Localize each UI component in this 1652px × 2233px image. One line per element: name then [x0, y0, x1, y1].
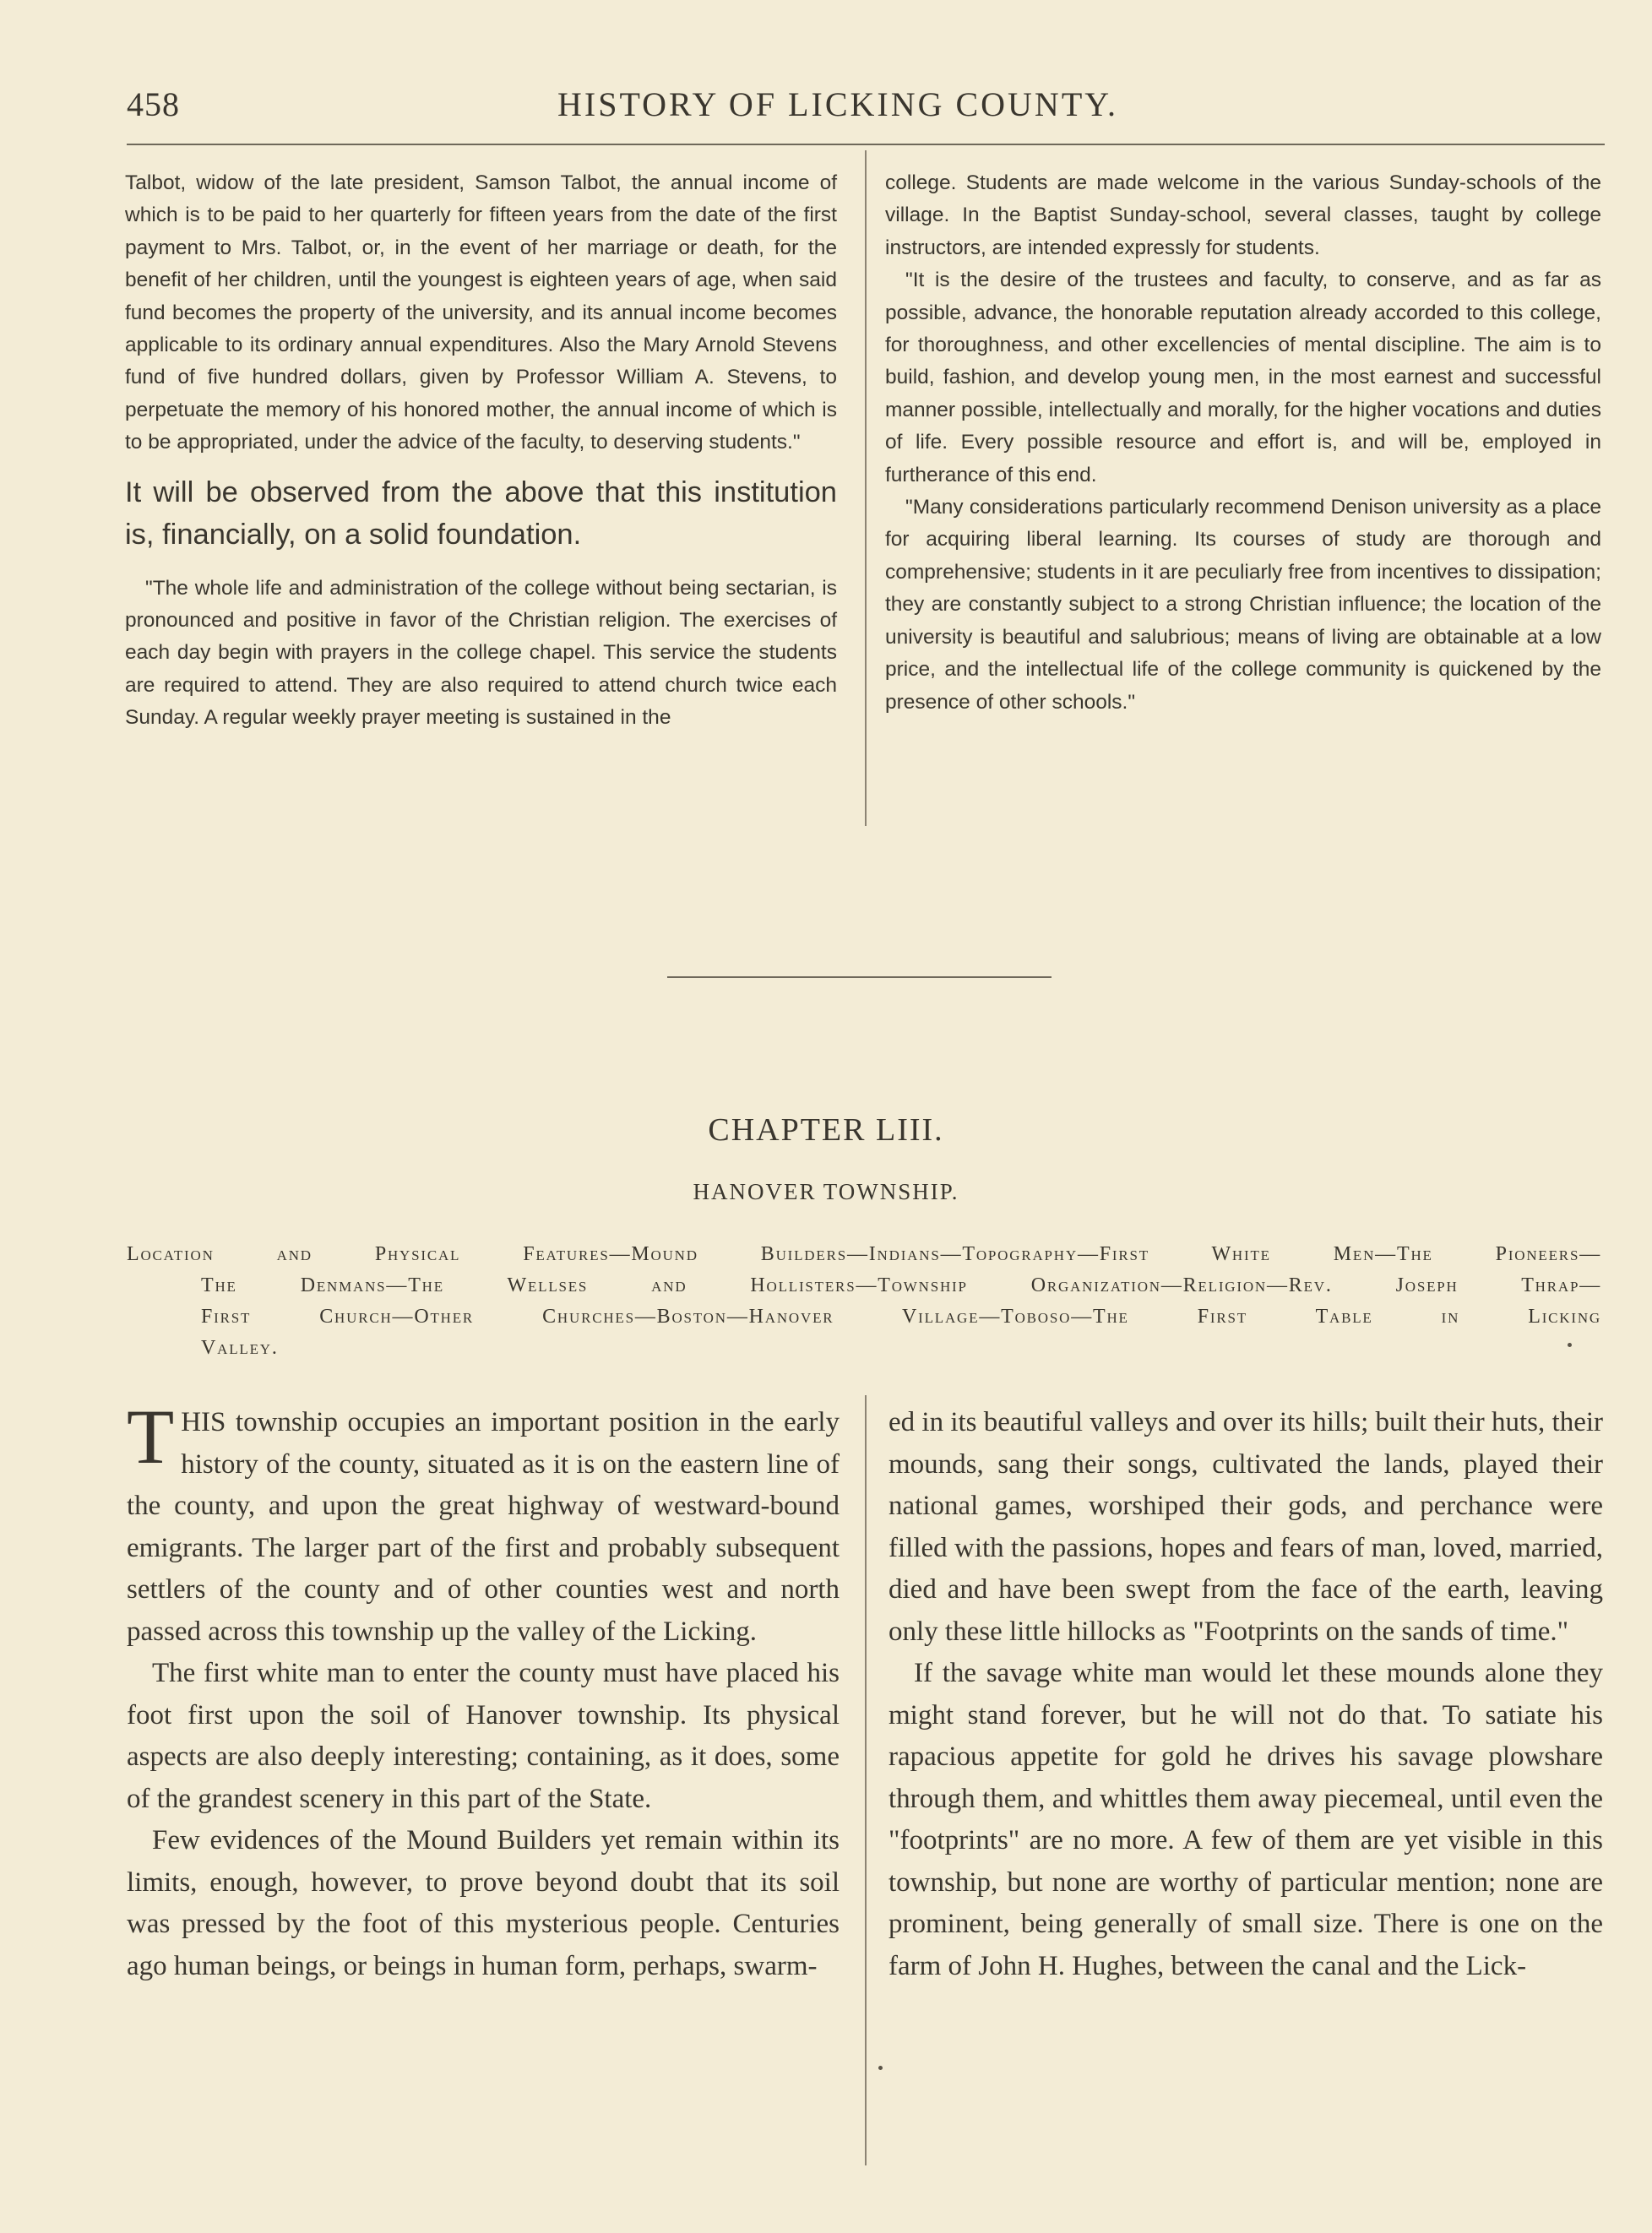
contents-line: Valley.: [201, 1337, 279, 1359]
paragraph: The first white man to enter the county must have placed his foot first upon the soil of Hanover township. Its physical aspects are also deeply interesting; containing, as it does, some of the grandest scenery in this part of the State.: [127, 1658, 840, 1814]
paragraph: "The whole life and administration of the college without being sectarian, is pronounced and positive in favor of the Christian religion. The exercises of each day begin with prayers in the college chapel. This service the students are required to attend. They are also required to attend church twice each Sunday. A regular weekly prayer meeting is sustained in the: [125, 576, 837, 730]
top-left-column: [125, 167, 837, 735]
paragraph: Few evidences of the Mound Builders yet remain within its limits, enough, however, to prove beyond doubt that its soil was pressed by the foot of this mysterious people. Centuries ago human beings, or beings in human form, perhaps, swarm-: [127, 1825, 840, 1981]
chapter-contents: [127, 1239, 1601, 1364]
paragraph: Talbot, widow of the late president, Samson Talbot, the annual income of which is to be paid to her quarterly for fifteen years from the date of the first payment to Mrs. Talbot, or, in the event of her marriage or death, for the benefit of her children, until the youngest is eighteen years of age, when said fund becomes the property of the university, and its annual income becomes applicable to its ordinary annual expenditures. Also the Mary Arnold Stevens fund of five hundred dollars, given by Professor William A. Stevens, to perpetuate the memory of his honored mother, the annual income of which is to be appropriated, under the advice of the faculty, to deserving students.": [125, 171, 837, 454]
print-speck: [878, 2066, 883, 2070]
chapter-subtitle: HANOVER TOWNSHIP.: [693, 1179, 959, 1204]
page-number: 458: [127, 85, 180, 123]
contents-line: The Denmans—The Wellses and Hollisters—Township Organization—Religion—Rev. Joseph Thrap—: [201, 1274, 1601, 1296]
page-header: [0, 84, 1652, 135]
paragraph: college. Students are made welcome in the various Sunday-schools of the village. In the Baptist Sunday-school, several classes, taught by college instructors, are intended expressly for students.: [885, 171, 1601, 259]
top-right-column: [885, 167, 1601, 719]
paragraph: "Many considerations particularly recommend Denison university as a place for acquiring liberal learning. Its courses of study are thorough and comprehensive; students in it are peculiarly free from incentives to dissipation; they are constantly subject to a strong Christian influence; the location of the university is beautiful and salubrious; means of living are obtainable at a low price, and the intellectual life of the college community is quickened by the presence of other schools.": [885, 496, 1601, 714]
contents-line: First Church—Other Churches—Boston—Hanover Village—Toboso—The First Table in Licking: [201, 1306, 1601, 1328]
paragraph-text: HIS township occupies an important position in the early history of the county, situated as it is on the eastern line of the county, and upon the great highway of westward-bound emigrants. The larger part of the first and probably subsequent settlers of the county and of other counties west and north passed across this township up the valley of the Licking.: [127, 1407, 840, 1647]
contents-line: Location and Physical Features—Mound Builders—Indians—Topography—First White Men—The Pioneers—: [127, 1243, 1601, 1265]
opening-paragraph: [127, 1394, 840, 1653]
section-divider: [667, 976, 1052, 978]
drop-cap: T: [127, 1394, 175, 1480]
bottom-right-column: [888, 1402, 1603, 1987]
paragraph: "It is the desire of the trustees and faculty, to conserve, and as far as possible, advance, the honorable reputation already accorded to this college, for thoroughness, and other excellencies of mental discipline. The aim is to build, fashion, and develop young men, in the most earnest and successful manner possible, intellectually and morally, for the higher vocations and duties of life. Every possible resource and effort is, and will be, employed in furtherance of this end.: [885, 269, 1601, 486]
paragraph: If the savage white man would let these mounds alone they might stand forever, but he will not do that. To satiate his rapacious appetite for gold he drives his savage plowshare through them, and whittles them away piecemeal, until even the "footprints" are no more. A few of them are yet visible in this township, but none are worthy of particular mention; none are prominent, being generally of small size. There is one on the farm of John H. Hughes, between the canal and the Lick-: [888, 1658, 1603, 1981]
chapter-title: CHAPTER LIII.: [708, 1112, 944, 1148]
paragraph-large: It will be observed from the above that this institution is, financially, on a solid foundation.: [125, 475, 837, 551]
paragraph: ed in its beautiful valleys and over its hills; built their huts, their mounds, sang their songs, cultivated the lands, played their national games, worshiped their gods, and perchance were filled with the passions, hopes and fears of man, loved, married, died and have been swept from the face of the earth, leaving only these little hillocks as "Footprints on the sands of time.": [888, 1407, 1603, 1647]
print-speck: [1568, 1343, 1572, 1347]
running-title: HISTORY OF LICKING COUNTY.: [557, 85, 1118, 123]
header-rule: [127, 144, 1605, 145]
column-divider: [865, 150, 867, 826]
bottom-left-column: [127, 1394, 840, 1987]
column-divider: [865, 1395, 867, 2165]
